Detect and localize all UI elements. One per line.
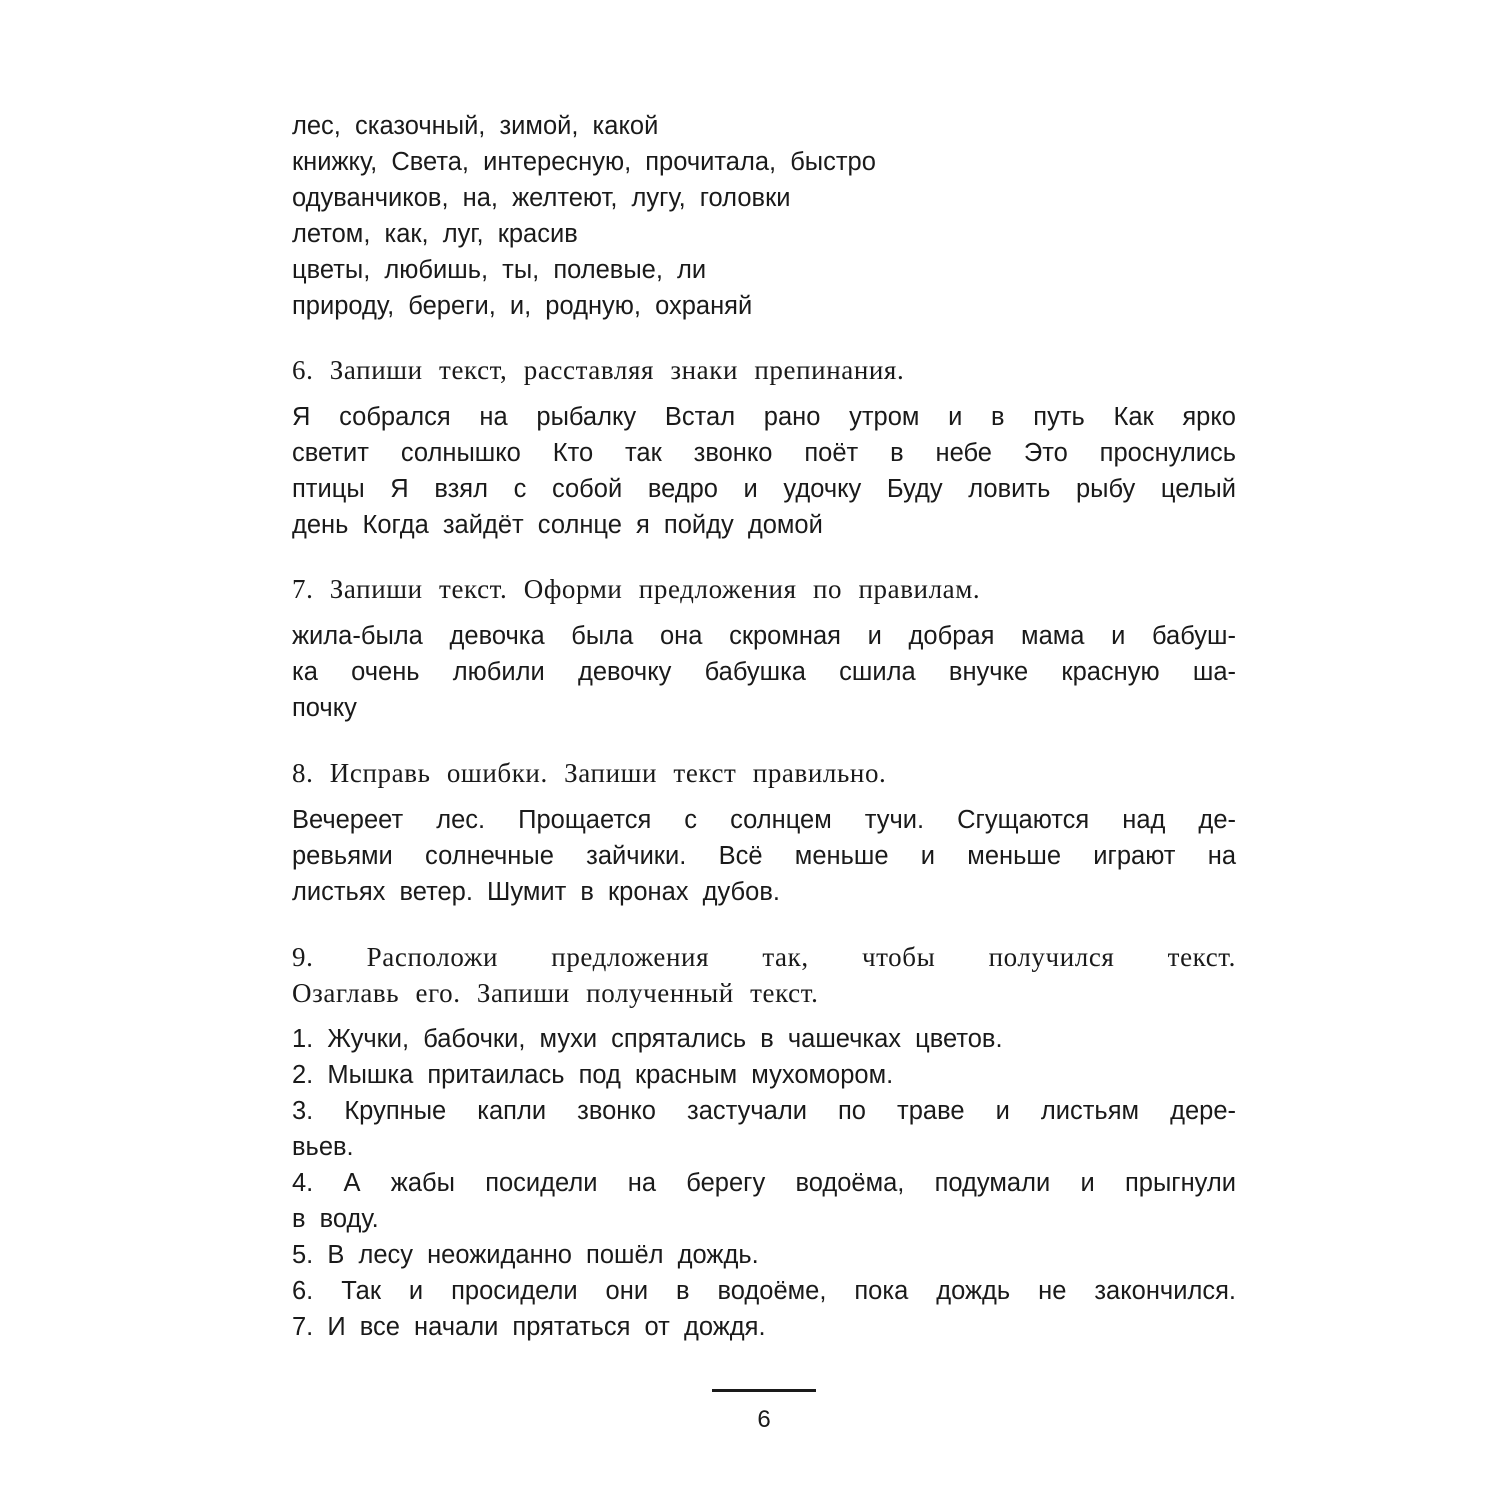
sentence-line: 3. Крупные капли звонко застучали по траве и листьям дере-: [292, 1097, 1236, 1125]
text-line: день Когда зайдёт солнце я пойду домой: [292, 511, 823, 539]
word-group-line: природу, береги, и, родную, охраняй: [292, 292, 753, 320]
text-line: жила-была девочка была она скромная и добрая мама и бабуш-: [292, 622, 1236, 650]
page-number: 6: [757, 1406, 771, 1433]
page-number-rule: [712, 1389, 816, 1392]
text-line: Я собрался на рыбалку Встал рано утром и в путь Как ярко: [292, 403, 1236, 431]
task-7-heading: 7. Запиши текст. Оформи предложения по правилам.: [292, 574, 981, 604]
text-line: ка очень любили девочку бабушка сшила внучке красную ша-: [292, 658, 1236, 686]
word-group-line: летом, как, луг, красив: [292, 220, 578, 248]
sentence-line: 7. И все начали прятаться от дождя.: [292, 1313, 766, 1341]
text-line: Вечереет лес. Прощается с солнцем тучи. Сгущаются над де-: [292, 806, 1236, 834]
text-line: светит солнышко Кто так звонко поёт в небе Это проснулись: [292, 439, 1236, 467]
task-7-text: [292, 618, 1236, 726]
sentence-line: в воду.: [292, 1205, 379, 1233]
sentence-line: 2. Мышка притаилась под красным мухомором.: [292, 1061, 894, 1089]
sentence-line: вьев.: [292, 1133, 354, 1161]
word-groups: [292, 108, 1236, 324]
task-9-sentences: [292, 1021, 1236, 1345]
text-line: ревьями солнечные зайчики. Всё меньше и меньше играют на: [292, 842, 1236, 870]
task-6-text: [292, 399, 1236, 543]
heading-line: 9. Расположи предложения так, чтобы получился текст.: [292, 942, 1236, 972]
sentence-line: 5. В лесу неожиданно пошёл дождь.: [292, 1241, 759, 1269]
sentence-line: 6. Так и просидели они в водоёме, пока дождь не закончился.: [292, 1277, 1236, 1305]
text-line: птицы Я взял с собой ведро и удочку Буду ловить рыбу целый: [292, 475, 1236, 503]
sentence-line: 1. Жучки, бабочки, мухи спрятались в чашечках цветов.: [292, 1025, 1003, 1053]
heading-line: Озаглавь его. Запиши полученный текст.: [292, 978, 819, 1008]
task-6-heading: 6. Запиши текст, расставляя знаки препинания.: [292, 355, 905, 385]
text-line: почку: [292, 694, 357, 722]
task-8-heading: 8. Исправь ошибки. Запиши текст правильно.: [292, 758, 887, 788]
word-group-line: лес, сказочный, зимой, какой: [292, 112, 659, 140]
text-line: листьях ветер. Шумит в кронах дубов.: [292, 878, 780, 906]
sentence-line: 4. А жабы посидели на берегу водоёма, подумали и прыгнули: [292, 1169, 1236, 1197]
word-group-line: цветы, любишь, ты, полевые, ли: [292, 256, 707, 284]
task-8-text: [292, 802, 1236, 910]
word-group-line: одуванчиков, на, желтеют, лугу, головки: [292, 184, 791, 212]
word-group-line: книжку, Света, интересную, прочитала, быстро: [292, 148, 876, 176]
task-9-heading: [292, 939, 1236, 1011]
